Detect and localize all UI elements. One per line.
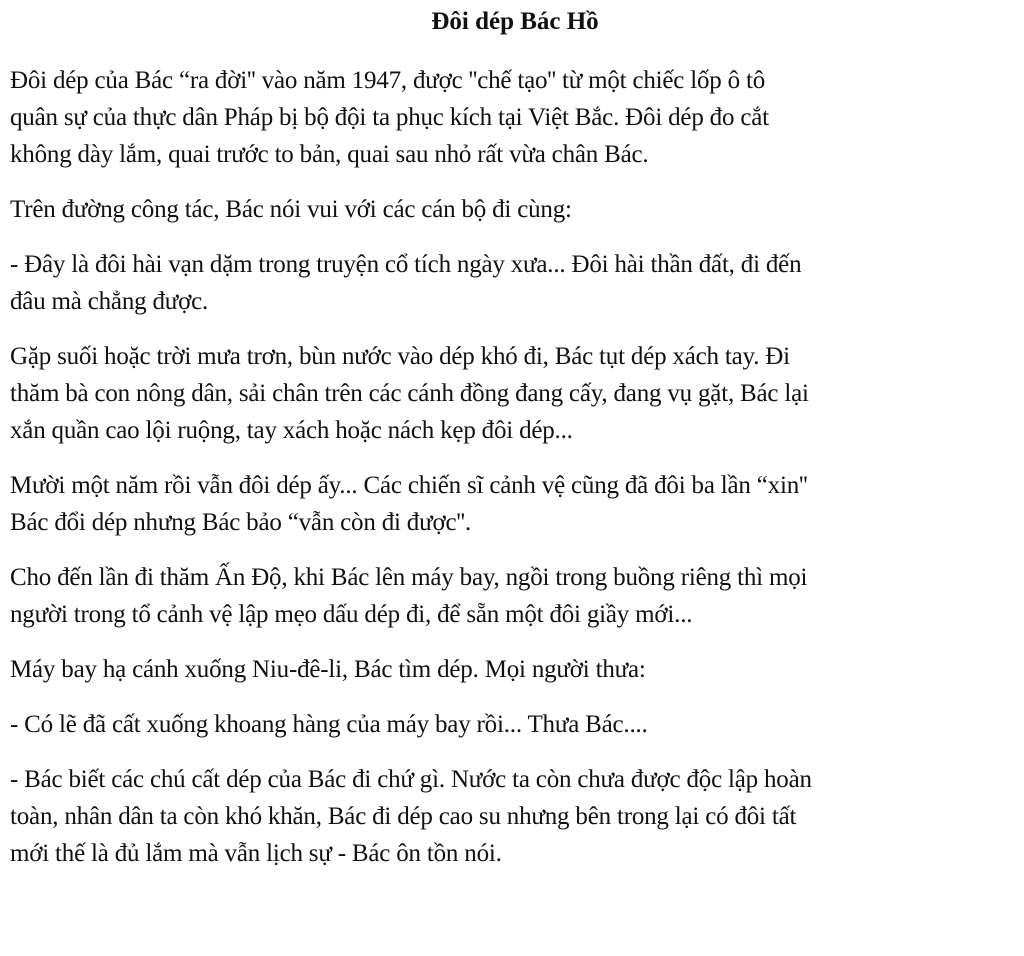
document: [10, 0, 1020, 890]
paragraph: - Bác biết các chú cất dép của Bác đi chứ gì. Nước ta còn chưa được độc lập hoàn toàn, nhân dân ta còn khó khăn, Bác đi dép cao su nhưng bên trong lại có đôi tất mới thế là đủ lắm mà vẫn lịch sự - Bác ôn tồn nói.: [10, 766, 812, 867]
paragraph: Mười một năm rồi vẫn đôi dép ấy... Các chiến sĩ cảnh vệ cũng đã đôi ba lần “xin'' Bác đổi dép nhưng Bác bảo “vẫn còn đi được''.: [10, 472, 808, 536]
document-title: Đôi dép Bác Hồ: [431, 8, 599, 35]
paragraph: - Có lẽ đã cất xuống khoang hàng của máy bay rồi... Thưa Bác....: [10, 711, 648, 738]
paragraph: Cho đến lần đi thăm Ấn Độ, khi Bác lên máy bay, ngồi trong buồng riêng thì mọi người trong tổ cảnh vệ lập mẹo dấu dép đi, để sẵn một đôi giầy mới...: [10, 564, 808, 628]
paragraph: Trên đường công tác, Bác nói vui với các cán bộ đi cùng:: [10, 196, 572, 223]
paragraph: - Đây là đôi hài vạn dặm trong truyện cổ tích ngày xưa... Đôi hài thần đất, đi đến đâu mà chẳng được.: [10, 251, 802, 315]
paragraph: Gặp suối hoặc trời mưa trơn, bùn nước vào dép khó đi, Bác tụt dép xách tay. Đi thăm bà con nông dân, sải chân trên các cánh đồng đang cấy, đang vụ gặt, Bác lại xắn quần cao lội ruộng, tay xách hoặc nách kẹp đôi dép...: [10, 343, 809, 444]
paragraph: Máy bay hạ cánh xuống Niu-đê-li, Bác tìm dép. Mọi người thưa:: [10, 656, 646, 683]
paragraph: Đôi dép của Bác “ra đời'' vào năm 1947, được ''chế tạo'' từ một chiếc lốp ô tô quân sự của thực dân Pháp bị bộ đội ta phục kích tại Việt Bắc. Đôi dép đo cắt không dày lắm, quai trước to bản, quai sau nhỏ rất vừa chân Bác.: [10, 67, 769, 168]
